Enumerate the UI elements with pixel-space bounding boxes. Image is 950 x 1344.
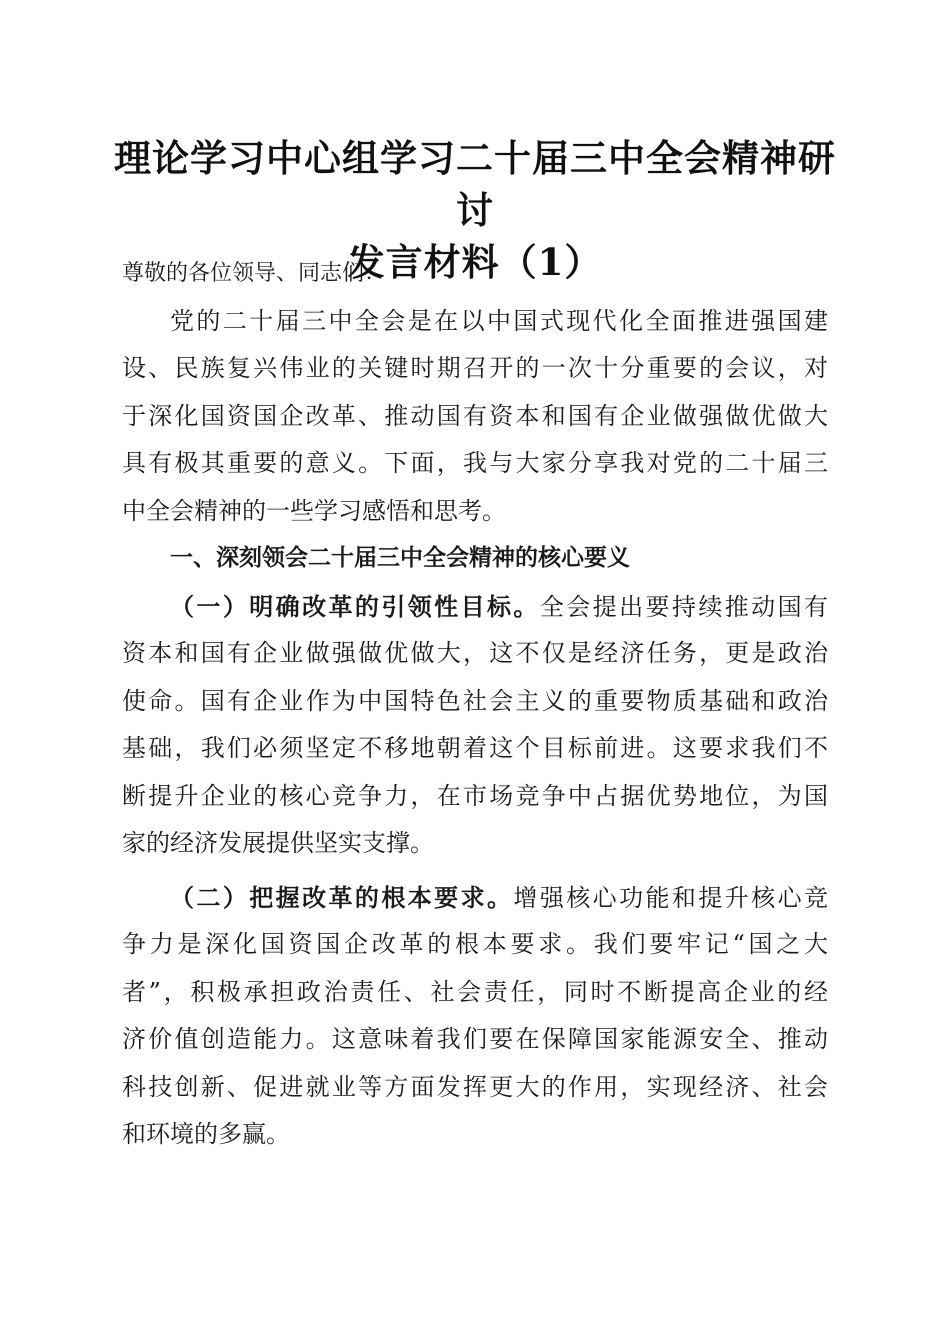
subsection-1-heading: （一）明确改革的引领性目标。	[170, 591, 540, 621]
paragraph-line: 争力是深化国资国企改革的根本要求。我们要牢记“国之大	[122, 930, 828, 958]
paragraph-line: 济价值创造能力。这意味着我们要在保障国家能源安全、推动	[122, 1025, 828, 1053]
paragraph-line: 断提升企业的核心竞争力，在市场竞争中占据优势地位，为国	[122, 781, 828, 810]
title-line-1: 理论学习中心组学习二十届三中全会精神研讨	[114, 136, 836, 232]
paragraph-line: 设、民族复兴伟业的关键时期召开的一次十分重要的会议，对	[122, 354, 828, 382]
paragraph-line: 具有极其重要的意义。下面，我与大家分享我对党的二十届三	[122, 449, 828, 477]
paragraph-line: 和环境的多赢。	[122, 1120, 290, 1148]
subsection-1-text: 全会提出要持续推动国有	[539, 592, 829, 621]
paragraph-line: 使命。国有企业作为中国特色社会主义的重要物质基础和政治	[122, 686, 828, 715]
section-heading-1: 一、深刻领会二十届三中全会精神的核心要义	[170, 545, 630, 571]
paragraph-line	[122, 874, 828, 922]
intro-paragraph	[122, 298, 828, 536]
subsection-2-heading: （二）把握改革的根本要求。	[170, 882, 514, 912]
subsection-2-paragraph	[122, 874, 828, 1159]
subsection-1-paragraph	[122, 583, 828, 868]
paragraph-line: 者”，积极承担政治责任、社会责任，同时不断提高企业的经	[122, 977, 828, 1006]
paragraph-line: 家的经济发展提供坚实支撑。	[122, 829, 434, 857]
document-body	[122, 250, 828, 1159]
paragraph-line: 资本和国有企业做强做优做大，这不仅是经济任务，更是政治	[122, 639, 828, 667]
paragraph-line: 基础，我们必须坚定不移地朝着这个目标前进。这要求我们不	[122, 734, 828, 762]
subsection-2-text: 增强核心功能和提升核心竞	[513, 883, 829, 912]
paragraph-line: 科技创新、促进就业等方面发挥更大的作用，实现经济、社会	[122, 1072, 828, 1101]
salutation: 尊敬的各位领导、同志们：	[122, 261, 387, 286]
title-line-2: 发言材料（1）	[347, 240, 603, 284]
paragraph-line	[122, 583, 828, 631]
paragraph-line: 中全会精神的一些学习感悟和思考。	[122, 496, 506, 525]
paragraph-line: 党的二十届三中全会是在以中国式现代化全面推进强国建	[170, 306, 828, 335]
paragraph-line: 于深化国资国企改革、推动国有资本和国有企业做强做优做大	[122, 401, 828, 430]
